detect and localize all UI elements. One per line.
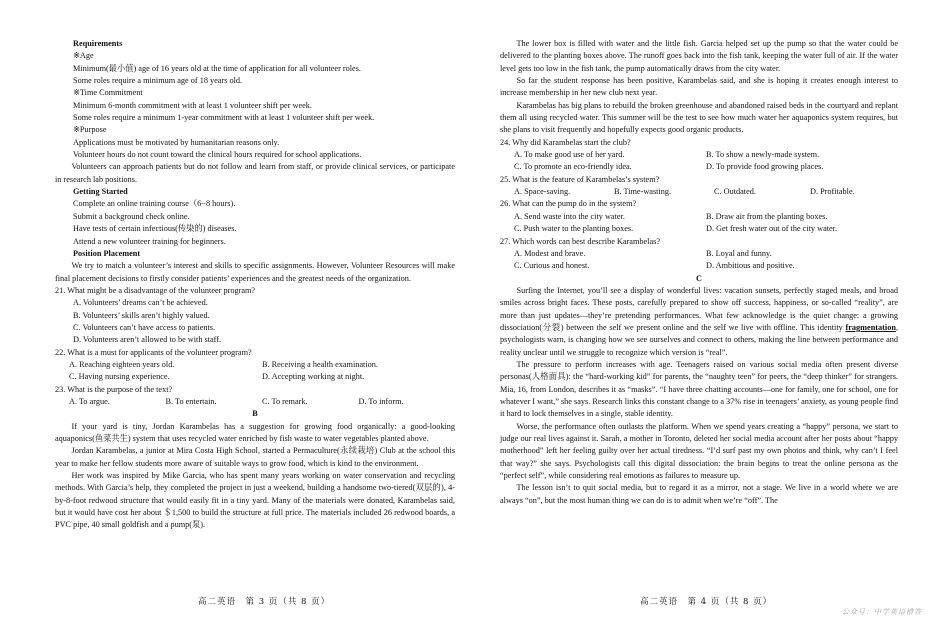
purpose-item: Volunteer hours do not count toward the clinical hours required for school applications.: [73, 150, 362, 160]
question-26-options-row: [500, 223, 898, 235]
purpose-item: Volunteers can approach patients but do not follow and learn from staff, or provide clinical services, or participate in research lab positions.: [55, 162, 455, 184]
time-label: ※Time Commitment: [73, 88, 143, 98]
question-27-option: C. Curious and honest.: [514, 261, 590, 271]
requirements-heading: Requirements: [73, 39, 123, 48]
passage-c-paragraph: The pressure to perform increases with age. Teenagers raised on various social media often present diverse personas(人格面具): the “hard-working kid” for parents, the “naughty teen” for peers, the “deep thinker” for strangers. Mia, 16, from London, describes it as “masks”. “I have three chatting accounts—one for family, one for school, one for whatever I want,” she says. Research links this constant change to a 37% rise in teenagers’ anxiety, as young people find it hard to lock themselves in a single, stable identity.: [500, 359, 898, 419]
passage-c-paragraph: The lesson isn’t to quit social media, but to regard it as a mirror, not a stage. We live in a world where we are always “on”, but the most human thing we can do is to admit when we’re “off”. The: [500, 483, 898, 505]
passage-b-paragraph: If your yard is tiny, Jordan Karambelas has a suggestion for growing food organically: a good-looking aquaponics(鱼菜共生) system that uses recycled water enriched by fish waste to water vegetables planted above.: [55, 421, 455, 443]
question-21-option: A. Volunteers’ dreams can’t be achieved.: [73, 298, 208, 308]
question-22-option: C. Having nursing experience.: [69, 372, 170, 382]
question-22-options-row: [55, 371, 455, 383]
getting-started-item: Complete an online training course（6−8 hours).: [73, 199, 236, 209]
question-25-option: C. Outdated.: [714, 187, 756, 197]
question-27-stem: 27. Which words can best describe Karambelas?: [500, 236, 660, 246]
passage-c-text: , psychologists warn, is changing how we see ourselves and connect to others, making the line between performance and reality unclear until we struggle to recognize which version is “real”.: [500, 322, 898, 357]
left-column: [55, 38, 455, 532]
question-27-option: B. Loyal and funny.: [706, 248, 772, 258]
page-footer-right: 高二英语 第 4 页（共 8 页）: [640, 597, 773, 607]
getting-started-item: Have tests of certain infectious(传染的) diseases.: [73, 224, 237, 234]
question-21-option: B. Volunteers’ skills aren’t highly valued.: [73, 310, 210, 320]
question-24-option: D. To provide food growing places.: [706, 162, 824, 172]
question-26-option: A. Send waste into the city water.: [514, 211, 625, 221]
question-24-options-row: [500, 149, 898, 161]
passage-b-paragraph: Her work was inspired by Mike Garcia, who has spent many years working on water conservation and recycling methods. With Garcia’s help, they completed the project in just a weekend, building a handsome two-tiered(双层的), 4-by-8-foot redwood structure that would easily fit in a tiny yard. Many of the materials were donated, Karambelas said, but it would have cost her about ＄1,500 to build the structure at full price. The materials included 26 redwood boards, a PVC pipe, 40 small goldfish and a pump(泵).: [55, 471, 455, 530]
section-b-label: B: [252, 409, 258, 419]
question-21-option: D. Volunteers aren’t allowed to be with staff.: [73, 335, 222, 345]
underlined-keyword: fragmentation: [845, 322, 896, 332]
question-27-option: D. Ambitious and positive.: [706, 261, 795, 271]
question-26-options-row: [500, 211, 898, 223]
question-22-option: A. Reaching eighteen years old.: [69, 359, 175, 369]
passage-c-text: Surfing the Internet, you’ll see a display of wonderful lives: vacation sunsets, perfectly staged meals, and broad smiles across bright faces. These posts, carefully prepared to show off success, happiness, or so-called “reality”, are more than just updates—they’re pretending performances. What few acknowledge is the quiet change: a growing dissociation(分裂) between the self we present online and the self we live with offline. This identity: [500, 285, 898, 332]
question-27-options-row: [500, 260, 898, 272]
age-item: Some roles require a minimum age of 18 years old.: [73, 76, 243, 86]
question-21-option: C. Volunteers can’t have access to patients.: [73, 322, 216, 332]
position-placement-heading: Position Placement: [73, 248, 141, 258]
getting-started-item: Attend a new volunteer training for beginners.: [73, 236, 226, 246]
question-26-option: C. Push water to the planting boxes.: [514, 224, 634, 234]
passage-c-paragraph: Worse, the performance often outlasts the platform. When we spend years creating a “happy” persona, we start to judge our real lives against it. Sarah, a mother in Toronto, deleted her social media account after her posts about “happy motherhood” left her feeling guilty over her actual tiredness. “I’d surf past my own photos and think, why can’t I feel that way?” she says. Psychologists call this digital dissociation: the brain begins to treat the online persona as the “perfect self”, while considering real emotions as failures to measure up.: [500, 421, 898, 481]
right-column: [500, 38, 898, 507]
question-27-options-row: [500, 248, 898, 260]
question-24-stem: 24. Why did Karambelas start the club?: [500, 137, 631, 147]
question-23-option: D. To inform.: [358, 396, 404, 406]
watermark: 公众号：中学英语错答: [842, 608, 922, 616]
question-25-stem: 25. What is the feature of Karambelas’s system?: [500, 174, 660, 184]
question-24-option: B. To show a newly-made system.: [706, 150, 820, 160]
question-26-option: B. Draw air from the planting boxes.: [706, 211, 828, 221]
question-23-options-row: [55, 396, 455, 408]
passage-b-paragraph: Karambelas has big plans to rebuild the broken greenhouse and abandoned raised beds in the courtyard and replant them all using recycled water. This summer will be the test to see how much water her aquaponics system requires, but she plans to visit frequently and hopefully expects good organic products.: [500, 100, 898, 135]
position-placement-text: We try to match a volunteer’s interest and skills to specific assignments. However, Volunteer Resources will make final placement decisions to firstly consider patients’ experiences and the greatest needs of the organization.: [55, 261, 455, 283]
passage-c-paragraph: [500, 285, 898, 359]
question-24-option: A. To make good use of her yard.: [514, 150, 625, 160]
question-26-option: D. Get fresh water out of the city water.: [706, 224, 838, 234]
getting-started-heading: Getting Started: [73, 187, 128, 197]
question-21-stem: 21. What might be a disadvantage of the volunteer program?: [55, 285, 256, 295]
question-22-option: B. Receiving a health examination.: [262, 359, 378, 369]
question-25-options-row: [500, 186, 898, 198]
passage-b-paragraph: Jordan Karambelas, a junior at Mira Costa High School, started a Permaculture(永续栽培) Club at the school this year to make her fellow students more aware of suitable ways to grow food, which is kind to the environment.: [55, 446, 455, 468]
purpose-item: Applications must be motivated by humanitarian reasons only.: [73, 137, 280, 147]
time-item: Some roles require a minimum 1-year commitment with at least 1 volunteer shift per week.: [73, 113, 375, 123]
question-23-stem: 23. What is the purpose of the text?: [55, 384, 173, 394]
question-22-options-row: [55, 359, 455, 371]
question-24-option: C. To promote an eco-friendly idea.: [514, 162, 632, 172]
question-23-option: A. To argue.: [69, 396, 110, 406]
question-25-option: D. Profitable.: [810, 187, 855, 197]
age-label: ※Age: [73, 51, 94, 61]
age-item: Minimum(最小值) age of 16 years old at the time of application for all volunteer roles.: [73, 63, 361, 73]
question-24-options-row: [500, 161, 898, 173]
page-footer-left: 高二英语 第 3 页（共 8 页）: [198, 597, 331, 607]
question-23-option: B. To entertain.: [165, 396, 217, 406]
question-25-option: B. Time-wasting.: [614, 187, 672, 197]
passage-b-paragraph: The lower box is filled with water and the little fish. Garcia helped set up the pump so that the water could be delivered to the planting boxes above. The runoff goes back into the fish tank, keeping the water full of air. If the water level gets too low in the fish tank, the pump automatically draws from the city water.: [500, 39, 898, 73]
question-26-stem: 26. What can the pump do in the system?: [500, 199, 637, 209]
question-22-stem: 22. What is a must for applicants of the volunteer program?: [55, 347, 252, 357]
question-22-option: D. Accepting working at night.: [262, 372, 365, 382]
question-27-option: A. Modest and brave.: [514, 248, 586, 258]
purpose-label: ※Purpose: [73, 125, 107, 135]
section-c-label: C: [696, 273, 702, 283]
question-23-option: C. To remark.: [262, 396, 308, 406]
getting-started-item: Submit a background check online.: [73, 211, 190, 221]
passage-b-paragraph: So far the student response has been positive, Karambelas said, and she is hoping it creates enough interest to increase membership in her new club next year.: [500, 76, 898, 98]
question-25-option: A. Space-saving.: [514, 187, 571, 197]
time-item: Minimum 6-month commitment with at least 1 volunteer shift per week.: [73, 100, 312, 110]
